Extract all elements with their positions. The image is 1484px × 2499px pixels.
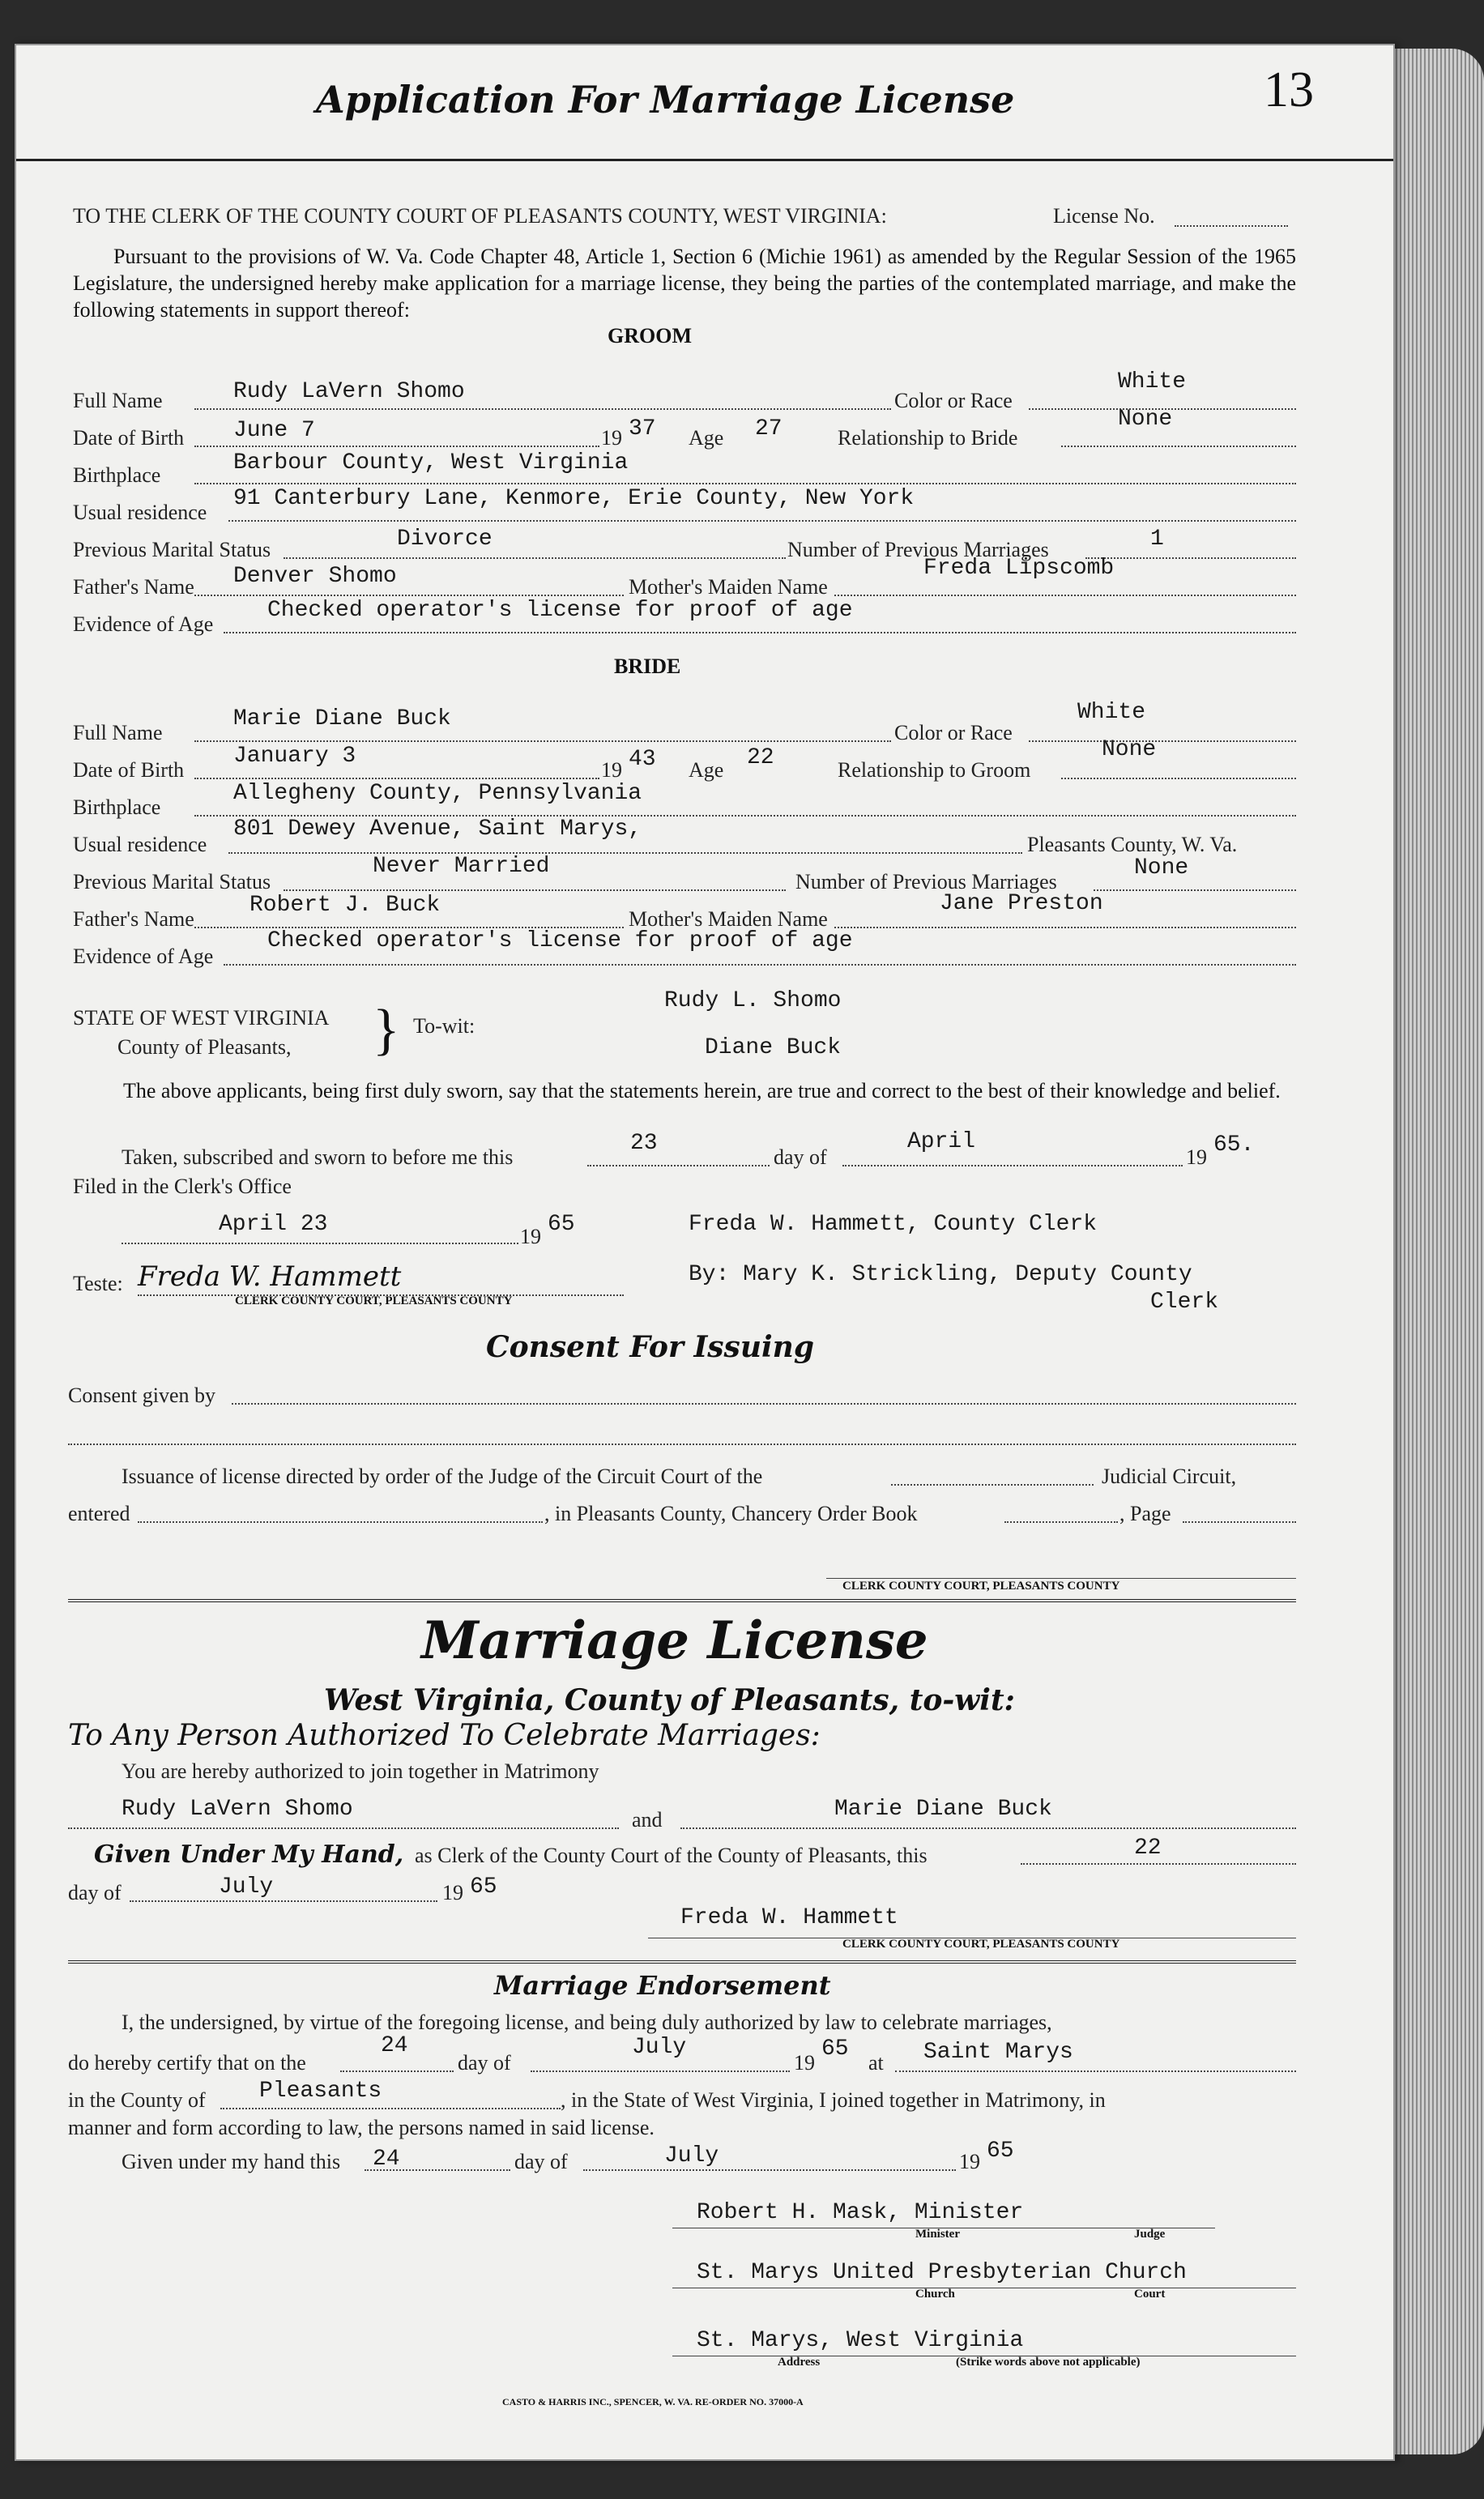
state-label: STATE OF WEST VIRGINIA: [73, 1006, 330, 1030]
bride-color-race: White: [1077, 700, 1146, 725]
endorsement-place: Saint Marys: [923, 2040, 1073, 2065]
bride-full-name: Marie Diane Buck: [233, 706, 451, 731]
bride-num-prev: None: [1134, 855, 1189, 881]
bride-mother: Jane Preston: [940, 891, 1103, 916]
church-name: St. Marys United Presbyterian Church: [697, 2260, 1187, 2285]
county-label: County of Pleasants,: [117, 1035, 292, 1059]
groom-dob-label: Date of Birth: [73, 426, 185, 450]
bride-father: Robert J. Buck: [249, 893, 441, 918]
pleasants-county-label: Pleasants County, W. Va.: [1027, 833, 1238, 856]
license-title: Marriage License: [421, 1610, 928, 1671]
endorsement-month: July: [632, 2035, 687, 2060]
license-subtitle: West Virginia, County of Pleasants, to-wit:: [324, 1683, 1015, 1717]
license-name-1: Rudy LaVern Shomo: [122, 1797, 353, 1822]
pursuant-paragraph: Pursuant to the provisions of W. Va. Code Chapter 48, Article 1, Section 6 (Michie 1961) as amended by the Regular Session of the 1965 Legislature, the undersigned hereby make application for a marriage license, they being the parties of the contemplated marriage, and make the following statements in support thereof:: [73, 245, 1296, 322]
bride-dob-year: 43: [629, 747, 656, 772]
to-any-person: To Any Person Authorized To Celebrate Marriages:: [68, 1719, 821, 1752]
groom-color-race: White: [1118, 369, 1187, 394]
deputy-clerk: By: Mary K. Strickling, Deputy County: [689, 1262, 1192, 1287]
filed-year: 65: [548, 1212, 575, 1237]
county-clerk-name: Freda W. Hammett, County Clerk: [689, 1212, 1098, 1237]
to-wit-label: To-wit:: [413, 1014, 475, 1038]
groom-age: 27: [755, 416, 783, 441]
given-year: 65: [987, 2139, 1014, 2164]
license-month: July: [219, 1874, 274, 1900]
sworn-day: 23: [630, 1131, 658, 1156]
consent-title: Consent For Issuing: [486, 1330, 815, 1364]
sworn-statement: The above applicants, being first duly sworn, say that the statements herein, are true and correct to the best of their knowledge and belief.: [123, 1079, 1281, 1102]
given-day: 24: [373, 2147, 400, 2172]
given-under-hand: Given Under My Hand,: [94, 1840, 404, 1869]
bride-heading: BRIDE: [614, 655, 681, 678]
groom-birthplace: Barbour County, West Virginia: [233, 450, 629, 475]
teste-signature: Freda W. Hammett: [138, 1260, 402, 1293]
deputy-clerk-cont: Clerk: [1150, 1290, 1219, 1315]
applicant-signature-2: Diane Buck: [705, 1035, 842, 1060]
printer-imprint: CASTO & HARRIS INC., SPENCER, W. VA. RE-ORDER NO. 37000-A: [502, 2396, 804, 2407]
license-clerk-signature: Freda W. Hammett: [680, 1905, 898, 1930]
filed-label: Filed in the Clerk's Office: [73, 1175, 292, 1198]
bride-age: 22: [747, 745, 774, 770]
given-month: July: [664, 2143, 719, 2169]
license-day: 22: [1134, 1836, 1162, 1861]
groom-evidence: Checked operator's license for proof of age: [267, 598, 853, 623]
license-year: 65: [470, 1874, 497, 1900]
endorsement-county: Pleasants: [259, 2079, 382, 2104]
groom-dob: June 7: [233, 418, 315, 443]
to-clerk-line: TO THE CLERK OF THE COUNTY COURT OF PLEASANTS COUNTY, WEST VIRGINIA:: [73, 204, 887, 228]
groom-num-prev: 1: [1150, 527, 1164, 552]
endorsement-day: 24: [381, 2033, 408, 2058]
ledger-page: Application For Marriage License 13 TO THE CLERK OF THE COUNTY COURT OF PLEASANTS COUNTY, WEST VIRGINIA: License No. Pursuant to the provisions of W. Va. Code Chapter 48, Article 1, Section 6 (Michie 1961) as amended by the Regular Session of the 1965 Legislature, the undersigned hereby make application for a marriage license, they being the parties of the contemplated marriage, and make the following statements in support thereof: GROOM Full Name Rudy LaVern Shomo Color or Race White Date of Birth June 7 19 37 Age 27 Relationship to Bride None Birthplace Barbour County, West Virginia Usual residence 91 Canterbury Lane, Kenmore, Erie County, New York Previous Marital Status Divorce Number of Previous Marriages 1 Father's Name Denver Shomo Mother's Maiden Name Freda Lipscomb Evidence of Age Checked operator's license for proof of age BRIDE Full Name Marie Diane Buck Color or Race White Date of Birth January 3 19 43 Age 22 Relationship to Groom None Birthplace Allegheny County, Pennsylvania Usual residence 801 Dewey Avenue, Saint Marys, Pleasants County, W. Va. Previous Marital Status Never Married Number of Previous Marriages None Father's Name Robert J. Buck Mother's Maiden Name Jane Preston Evidence of Age Checked operator's license for proof of age STATE OF WEST VIRGINIA County of Pleasants, } To-wit: Rudy L. Shomo Diane Buck The above applicants, being first duly sworn, say that the statements herein, are true and correct to the best of their knowledge and belief. Taken, subscribed and sworn to before me this 23 day of April 19 65. Filed in the Clerk's Office April 23 19 65 Freda W. Hammett, County Clerk Teste: Freda W. Hammett CLERK COUNTY COURT, PLEASANTS COUNTY By: Mary K. Strickling, Deputy County Clerk Consent For Issuing Consent given by Issuance of license directed by order of the Judge of the Circuit Court of the Judicial Circuit, entered , in Pleasants County, Chancery Order Book , Page CLERK COUNTY COURT, PLEASANTS COUNTY Marriage License West Virginia, County of Pleasants, to-wit: To Any Person Authorized To Celebrate Marriages: You are hereby authorized to join together in Matrimony Rudy LaVern Shomo and Marie Diane Buck Given Under My Hand, as Clerk of the County Court of the County of Pleasants, this 22 day of July 19 65 Freda W. Hammett CLERK COUNTY COURT, PLEASANTS COUNTY Marriage Endorsement I, the undersigned, by virtue of the foregoing license, and being duly authorized by law to celebrate marriages, do hereby certify that on the 24 day of July 19 65 at Saint Marys in the County of Pleasants , in the State of West Virginia, I joined together in Matrimony, in manner and form according to law, the persons named in said license. Given under my hand this 24 day of July 19 65 Robert H. Mask, Minister Minister Judge St. Marys United Presbyterian Church Church Court St. Marys, West Virginia Address (Strike words above not applicable) CASTO & HARRIS INC., SPENCER, W. VA. RE-ORDER NO. 37000-A: [15, 44, 1395, 2461]
groom-relationship: None: [1118, 407, 1173, 432]
endorsement-year: 65: [821, 2036, 849, 2062]
endorsement-title: Marriage Endorsement: [494, 1970, 831, 2001]
bride-evidence: Checked operator's license for proof of age: [267, 928, 853, 953]
groom-prev-status: Divorce: [397, 527, 493, 552]
officiant-address: St. Marys, West Virginia: [697, 2328, 1024, 2353]
groom-full-name: Rudy LaVern Shomo: [233, 379, 465, 404]
sworn-month: April: [907, 1129, 976, 1154]
bride-dob: January 3: [233, 744, 356, 769]
license-no-label: License No.: [1053, 204, 1155, 228]
license-name-2: Marie Diane Buck: [834, 1797, 1052, 1822]
color-race-label: Color or Race: [894, 389, 1013, 412]
groom-mother: Freda Lipscomb: [923, 556, 1115, 581]
bride-birthplace: Allegheny County, Pennsylvania: [233, 781, 642, 806]
groom-heading: GROOM: [608, 324, 692, 348]
groom-dob-year: 37: [629, 416, 656, 441]
officiant-name: Robert H. Mask, Minister: [697, 2200, 1024, 2225]
applicant-signature-1: Rudy L. Shomo: [664, 988, 842, 1013]
page-number: 13: [1264, 62, 1314, 117]
bride-relationship: None: [1102, 737, 1157, 762]
groom-father: Denver Shomo: [233, 564, 397, 589]
header-rule: [16, 159, 1393, 161]
groom-residence: 91 Canterbury Lane, Kenmore, Erie County, New York: [233, 486, 915, 511]
groom-full-name-label: Full Name: [73, 389, 163, 412]
filed-date: April 23: [219, 1212, 328, 1237]
page-title: Application For Marriage License: [316, 78, 1015, 122]
sworn-year: 65.: [1213, 1132, 1255, 1158]
bride-residence: 801 Dewey Avenue, Saint Marys,: [233, 817, 642, 842]
bride-prev-status: Never Married: [373, 854, 550, 879]
